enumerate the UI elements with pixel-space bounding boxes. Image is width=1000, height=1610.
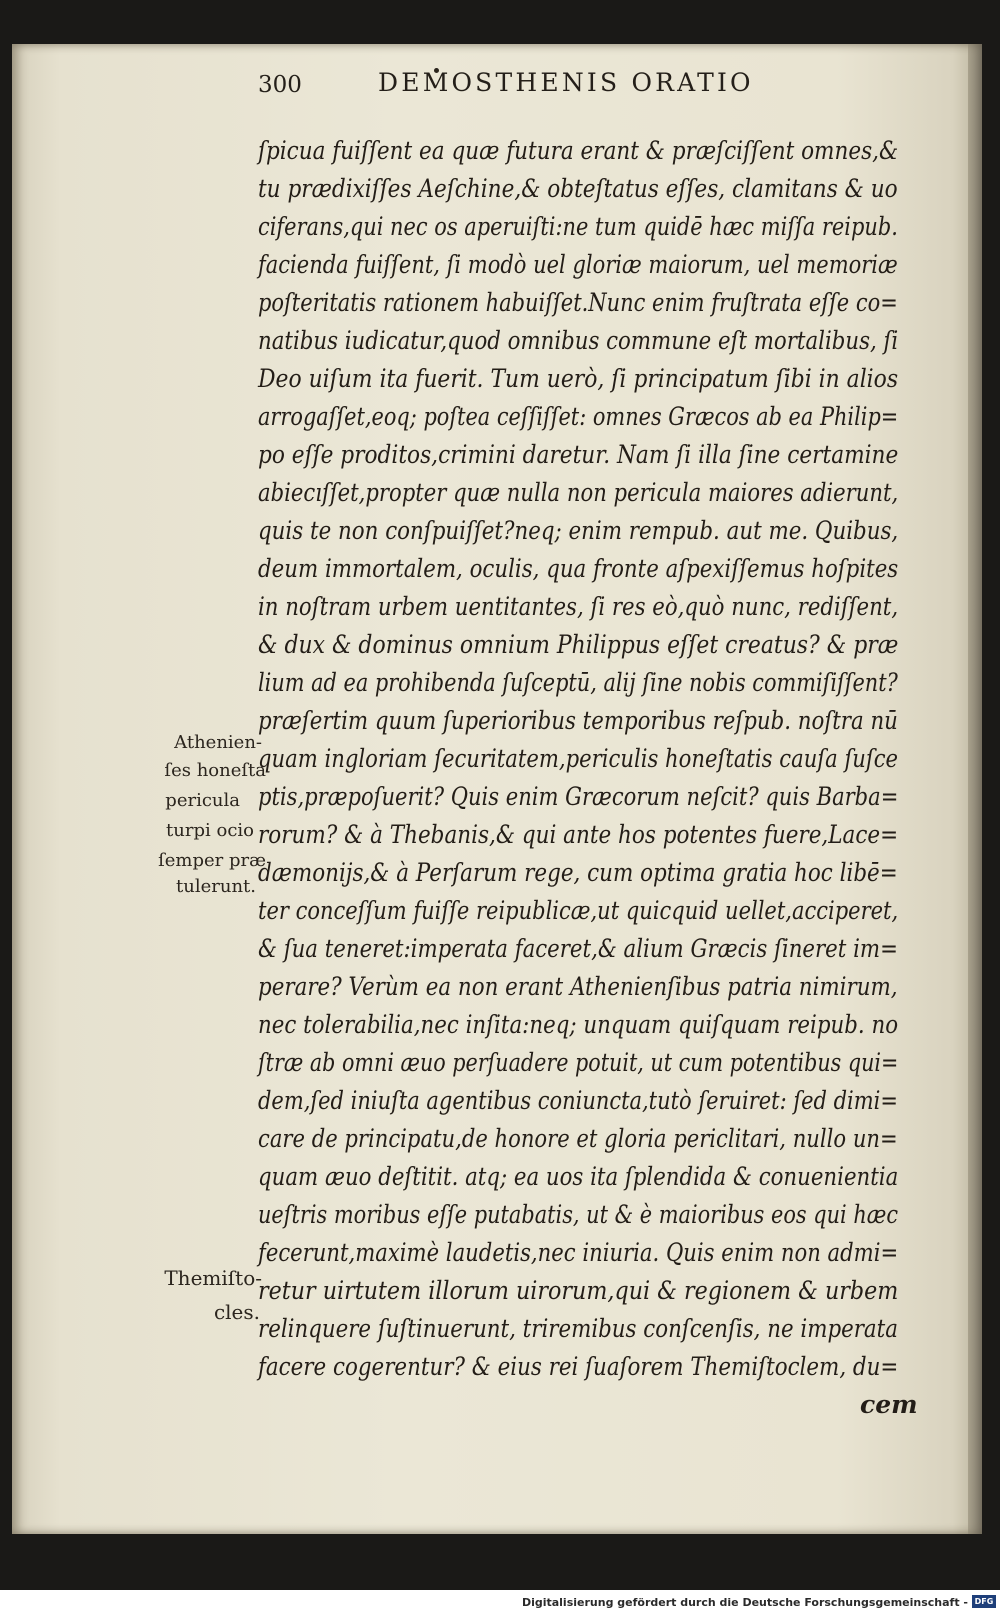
margin-note-line: ſemper præ bbox=[158, 850, 266, 871]
dfg-logo: DFG bbox=[972, 1595, 996, 1608]
text-line: relinquere ſuſtinuerunt, triremibus conſcenſis, ne imperata bbox=[258, 1314, 898, 1343]
text-line: ciferans,qui nec os aperuiſti:ne tum quidē hæc miſſa reipub. bbox=[258, 212, 898, 241]
margin-note-line: turpi ocio bbox=[166, 820, 254, 841]
text-line: fecerunt,maximè laudetis,nec iniuria. Quis enim non admi= bbox=[258, 1238, 899, 1267]
text-line: ſpicua fuiſſent ea quæ futura erant & præſciſſent omnes,& bbox=[258, 136, 899, 165]
text-line: quis te non conſpuiſſet?neq; enim rempub. aut me. Quibus, bbox=[258, 516, 899, 545]
text-line: & dux & dominus omnium Philippus eſſet creatus? & præ bbox=[258, 630, 899, 659]
text-line: abiecıſſet,propter quæ nulla non pericula maiores adierunt, bbox=[258, 478, 899, 507]
running-title: DEMOSTHENIS ORATIO bbox=[378, 68, 754, 97]
text-line: po eſſe proditos,crimini daretur. Nam ſi illa ſine certamine bbox=[258, 440, 899, 469]
page-number: 300 bbox=[258, 72, 302, 98]
digitization-credit: Digitalisierung gefördert durch die Deutsche Forschungsgemeinschaft - bbox=[521, 1595, 968, 1609]
text-line: deum immortalem, oculis, qua fronte aſpexiſſemus hoſpites bbox=[258, 554, 899, 583]
margin-note-line: Themiſto- bbox=[164, 1266, 262, 1290]
text-line: facere cogerentur? & eius rei ſuaſorem Themiſtoclem, du= bbox=[258, 1352, 899, 1381]
text-line: natibus iudicatur,quod omnibus commune eſt mortalibus, ſi bbox=[258, 326, 899, 355]
text-line: ter conceſſum fuiſſe reipublicæ,ut quicquid uellet,acciperet, bbox=[258, 896, 899, 925]
text-line: Deo uiſum ita fuerit. Tum uerò, ſi principatum ſibi in alios bbox=[258, 364, 899, 393]
text-line: ptis,præpoſuerit? Quis enim Græcorum neſcit? quis Barba= bbox=[258, 782, 899, 811]
margin-note-line: ſes honeſta bbox=[164, 760, 266, 781]
margin-note-line: cles. bbox=[213, 1300, 260, 1324]
text-line: arrogaſſet,eoq; poſtea ceſſiſſet: omnes Græcos ab ea Philip= bbox=[258, 402, 899, 431]
text-line: tu prædixiſſes Aeſchine,& obteſtatus eſſes, clamitans & uo bbox=[258, 174, 898, 203]
text-line: quam æuo deſtitit. atq; ea uos ita ſplendida & conuenientia bbox=[258, 1162, 899, 1191]
text-line: poſteritatis rationem habuiſſet.Nunc enim fruſtrata eſſe co= bbox=[258, 288, 898, 317]
catchword: cem bbox=[860, 1390, 918, 1419]
margin-note-line: Athenien- bbox=[174, 732, 262, 753]
text-line: rorum? & à Thebanis,& qui ante hos potentes fuere,Lace= bbox=[258, 820, 899, 849]
text-line: perare? Verùm ea non erant Athenienſibus patria nimirum, bbox=[258, 972, 898, 1001]
text-line: facienda fuiſſent, ſi modò uel gloriæ maiorum, uel memoriæ bbox=[258, 250, 898, 279]
margin-note-line: pericula bbox=[165, 790, 240, 811]
text-line: care de principatu,de honore et gloria periclitari, nullo un= bbox=[258, 1124, 898, 1153]
margin-note-line: tulerunt. bbox=[176, 876, 256, 897]
text-line: & ſua teneret:imperata faceret,& alium Græcis ſineret im= bbox=[258, 934, 898, 963]
text-line: quam ingloriam ſecuritatem,periculis honeſtatis cauſa ſuſce bbox=[258, 744, 899, 773]
text-line: retur uirtutem illorum uirorum,qui & regionem & urbem bbox=[258, 1276, 899, 1305]
page-edge-shadow bbox=[968, 44, 982, 1534]
text-line: lium ad ea prohibenda ſuſceptū, alij ſine nobis commiſiſſent? bbox=[258, 668, 898, 697]
text-line: dem,ſed iniuſta agentibus coniuncta,tutò ſeruiret: ſed dimi= bbox=[258, 1086, 898, 1115]
running-head bbox=[258, 66, 818, 106]
text-line: præſertim quum ſuperioribus temporibus reſpub. noſtra nū bbox=[258, 706, 898, 735]
text-line: ſtræ ab omni æuo perſuadere potuit, ut cum potentibus qui= bbox=[258, 1048, 899, 1077]
text-line: ueſtris moribus eſſe putabatis, ut & è maioribus eos qui hæc bbox=[258, 1200, 899, 1229]
text-line: in noſtram urbem uentitantes, ſi res eò,quò nunc, rediſſent, bbox=[258, 592, 899, 621]
text-line: nec tolerabilia,nec inſita:neq; unquam quiſquam reipub. no bbox=[258, 1010, 899, 1039]
text-line: dæmonijs,& à Perſarum rege, cum optima gratia hoc libē= bbox=[258, 858, 898, 887]
